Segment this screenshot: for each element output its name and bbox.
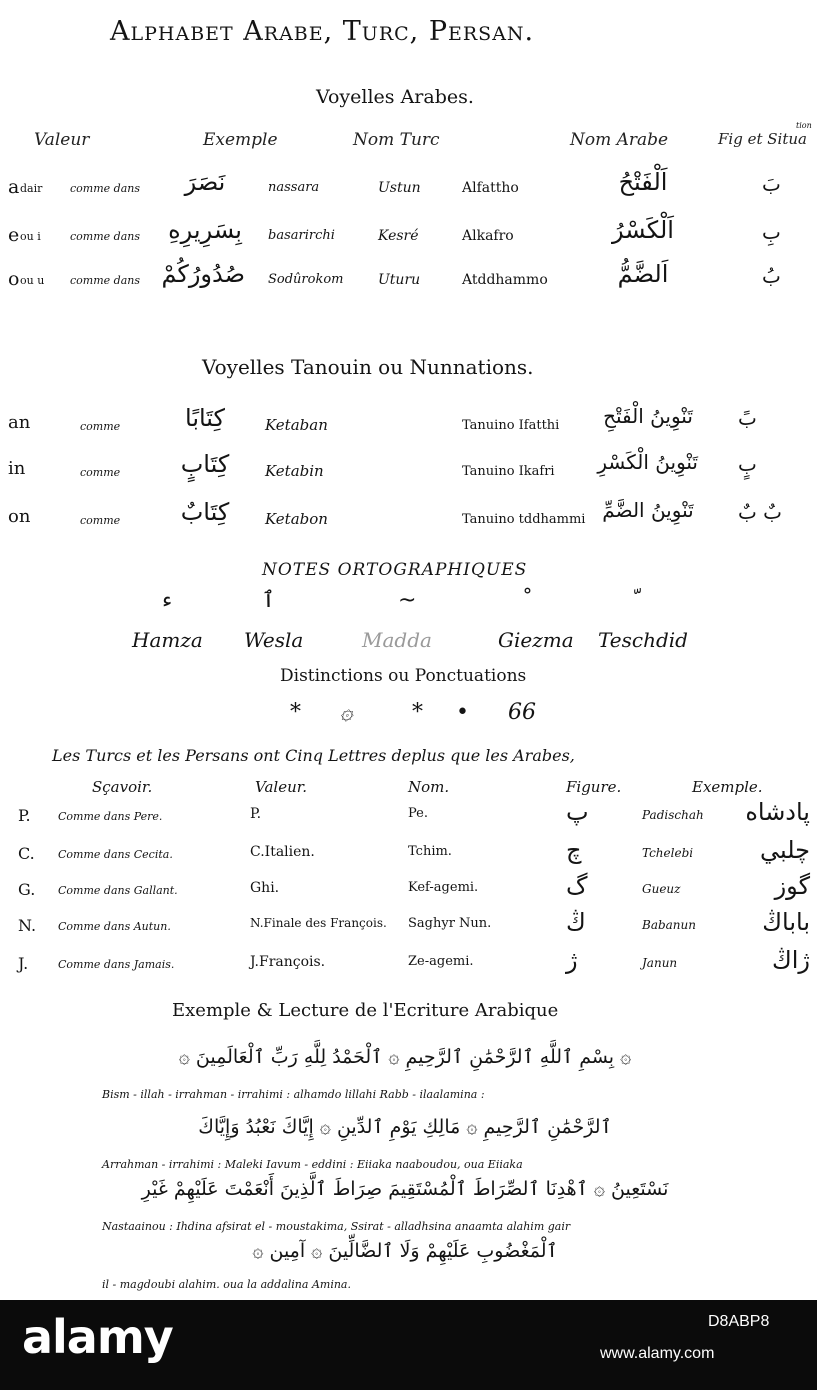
extra-letter: J. — [18, 954, 29, 973]
transliteration: basarirchi — [268, 228, 335, 243]
transliteration: Sodûrokom — [268, 272, 344, 287]
letter-example-latin: Gueuz — [642, 882, 681, 896]
figure-situation: بِ — [762, 220, 781, 244]
nunnation-arabic-name: تَنْوِينُ الضَّمِّ — [602, 498, 694, 522]
comme: comme — [80, 514, 121, 527]
letter-nom: Kef-agemi. — [408, 880, 479, 895]
nunnation-example-arabic: كِتَابٌ — [180, 498, 230, 526]
nunnation-name: Tanuino Ifatthi — [462, 418, 560, 433]
nunnation-transliteration: Ketaban — [265, 416, 328, 434]
nunnation-transliteration: Ketabon — [265, 510, 328, 528]
orthographic-sign-glyph: ~ — [398, 588, 417, 613]
col-scavoir: Sçavoir. — [92, 778, 153, 796]
vowels-heading: Voyelles Arabes. — [316, 86, 474, 108]
vowel-value: o — [8, 268, 20, 290]
example-arabic: بِسَرِيرِهِ — [168, 216, 242, 244]
tanouin-heading: Voyelles Tanouin ou Nunnations. — [202, 355, 534, 379]
letter-example-arabic: گوز — [774, 872, 810, 900]
letter-comme: Comme dans Jamais. — [58, 958, 175, 971]
letter-figure: ژ — [566, 946, 578, 974]
vowel-value-alt: ou i — [20, 230, 41, 243]
letter-example-latin: Babanun — [642, 918, 696, 932]
vowel-value: e — [8, 224, 20, 246]
letter-valeur: Ghi. — [250, 880, 280, 896]
comme: comme — [80, 466, 121, 479]
comme-dans: comme dans — [70, 274, 140, 287]
letter-example-arabic: باباڭ — [762, 908, 810, 936]
nunnation-arabic-name: تَنْوِينُ الْفَتْحِ — [603, 404, 693, 428]
col-fig-situation: Fig et Situa — [718, 130, 807, 148]
comme-dans: comme dans — [70, 230, 140, 243]
alamy-url: www.alamy.com — [600, 1345, 715, 1362]
col-fig-situation-sup: tion — [796, 121, 812, 130]
orthographic-sign-label: Teschdid — [598, 628, 688, 652]
orthographic-sign-label: Giezma — [498, 628, 574, 652]
punctuation-mark: ۞ — [340, 700, 353, 725]
letter-nom: Tchim. — [408, 844, 452, 859]
punctuation-mark: • — [456, 700, 469, 725]
reading-arabic-line: نَسْتَعِينُ ۞ ٱهْدِنَا ٱلصِّرَاطَ ٱلْمُسْتَقِيمَ صِرَاطَ ٱلَّذِينَ أَنْعَمْتَ عَلَيْهِمْ غَيْرِ — [141, 1178, 669, 1200]
nunnation-name: Tanuino tddhammi — [462, 512, 586, 527]
letter-comme: Comme dans Cecita. — [58, 848, 173, 861]
nunnation-name: Tanuino Ikafri — [462, 464, 555, 479]
letter-example-arabic: ژاڭ — [771, 946, 810, 974]
nunnation-value: on — [8, 506, 31, 527]
reading-arabic-line: ۞ بِسْمِ ٱللَّهِ ٱلرَّحْمَٰنِ ٱلرَّحِيمِ ۞ ٱلْحَمْدُ لِلَّهِ رَبِّ ٱلْعَالَمِينَ ۞ — [178, 1046, 632, 1068]
letter-valeur: P. — [250, 806, 262, 822]
orthographic-sign-label: Wesla — [244, 628, 304, 652]
extra-letter: P. — [18, 806, 31, 825]
vowel-value: a — [8, 176, 20, 198]
figure-situation: بُ — [762, 264, 781, 288]
col-exemple: Exemple — [203, 130, 278, 150]
letter-valeur: J.François. — [250, 954, 326, 970]
arabic-name-script: اَلْفَتْحُ — [618, 168, 668, 196]
reading-transliteration: Nastaainou : Ihdina afsirat el - moustakima, Ssirat - alladhsina anaamta alahim gair — [102, 1220, 571, 1233]
example-arabic: نَصَرَ — [184, 168, 226, 196]
arabic-name-script: اَلضَّمُّ — [617, 260, 669, 288]
col-valeur: Valeur — [34, 130, 90, 150]
nunnation-figure: بً — [738, 406, 757, 430]
orthographic-sign-label: Madda — [362, 628, 432, 652]
letter-nom: Pe. — [408, 806, 428, 821]
letter-example-arabic: پادشاه — [745, 798, 810, 826]
col-figure: Figure. — [566, 778, 622, 796]
letter-example-latin: Padischah — [642, 808, 704, 822]
turkish-name: Kesré — [378, 228, 419, 244]
orthographic-sign-glyph: ٱ — [262, 588, 275, 613]
nunnation-figure: بٍ — [738, 452, 757, 476]
nunnation-value: in — [8, 458, 26, 479]
letter-figure: پ — [566, 798, 589, 826]
punctuation-mark: 66 — [508, 700, 536, 725]
reading-arabic-line: ٱلْمَغْضُوبِ عَلَيْهِمْ وَلَا ٱلضَّالِّينَ ۞ آمِين ۞ — [252, 1240, 558, 1262]
reading-heading: Exemple & Lecture de l'Ecriture Arabique — [172, 1000, 559, 1021]
letter-figure: گ — [566, 872, 588, 900]
letters-heading: Les Turcs et les Persans ont Cinq Lettres deplus que les Arabes, — [52, 746, 575, 765]
col-nom-arabe: Nom Arabe — [570, 130, 669, 150]
extra-letter: C. — [18, 844, 35, 863]
nunnation-transliteration: Ketabin — [265, 462, 324, 480]
punctuation-mark: * — [412, 700, 423, 725]
col-nom: Nom. — [408, 778, 450, 796]
distinctions-heading: Distinctions ou Ponctuations — [280, 666, 527, 686]
turkish-name: Uturu — [378, 272, 421, 288]
figure-situation: بَ — [762, 172, 781, 196]
nunnation-arabic-name: تَنْوِينُ الْكَسْرِ — [597, 450, 698, 474]
alamy-logo: alamy — [22, 1310, 173, 1364]
col-valeur-letters: Valeur. — [255, 778, 308, 796]
letter-comme: Comme dans Pere. — [58, 810, 163, 823]
letter-figure: چ — [566, 836, 582, 864]
arabic-name: Alfattho — [462, 180, 519, 196]
turkish-name: Ustun — [378, 180, 421, 196]
plate-title: Alphabet Arabe, Turc, Persan. — [110, 16, 535, 47]
letter-example-latin: Janun — [642, 956, 678, 970]
letter-valeur: N.Finale des François. — [250, 916, 387, 930]
comme: comme — [80, 420, 121, 433]
example-arabic: صُدُورُكُمْ — [161, 260, 245, 288]
punctuation-mark: * — [290, 700, 301, 725]
nunnation-figure: بٌ بٌ — [738, 500, 783, 524]
letter-example-arabic: چلبي — [759, 836, 810, 864]
arabic-name: Alkafro — [462, 228, 514, 244]
letter-nom: Saghyr Nun. — [408, 916, 492, 931]
nunnation-example-arabic: كِتَابًا — [185, 404, 225, 432]
reading-transliteration: Bism - illah - irrahman - irrahimi : alhamdo lillahi Rabb - ilaalamina : — [102, 1088, 485, 1101]
col-exemple-letters: Exemple. — [692, 778, 763, 796]
extra-letter: N. — [18, 916, 37, 935]
col-nom-turc: Nom Turc — [353, 130, 440, 150]
image-id: D8ABP8 — [708, 1313, 770, 1330]
letter-figure: ڭ — [566, 908, 586, 936]
orthographic-sign-label: Hamza — [132, 628, 203, 652]
letter-example-latin: Tchelebi — [642, 846, 694, 860]
orthographic-sign-glyph: ء — [162, 588, 173, 613]
nunnation-value: an — [8, 412, 31, 433]
notes-heading: NOTES ORTOGRAPHIQUES — [262, 560, 528, 580]
nunnation-example-arabic: كِتَابٍ — [180, 450, 230, 478]
reading-transliteration: il - magdoubi alahim. oua la addalina Amina. — [102, 1278, 351, 1291]
comme-dans: comme dans — [70, 182, 140, 195]
transliteration: nassara — [268, 180, 320, 195]
reading-transliteration: Arrahman - irrahimi : Maleki Iavum - eddini : Eiiaka naaboudou, oua Eiiaka — [102, 1158, 523, 1171]
letter-comme: Comme dans Autun. — [58, 920, 171, 933]
arabic-name-script: اَلْكَسْرُ — [612, 216, 674, 244]
vowel-value-alt: ou u — [20, 274, 45, 287]
reading-arabic-line: ٱلرَّحْمَٰنِ ٱلرَّحِيمِ ۞ مَالِكِ يَوْمِ ٱلدِّينِ ۞ إِيَّاكَ نَعْبُدُ وَإِيَّاكَ — [198, 1116, 612, 1138]
vowel-value-alt: dair — [20, 182, 43, 195]
arabic-name: Atddhammo — [462, 272, 548, 288]
extra-letter: G. — [18, 880, 36, 899]
letter-valeur: C.Italien. — [250, 844, 315, 860]
letter-comme: Comme dans Gallant. — [58, 884, 178, 897]
letter-nom: Ze-agemi. — [408, 954, 474, 969]
